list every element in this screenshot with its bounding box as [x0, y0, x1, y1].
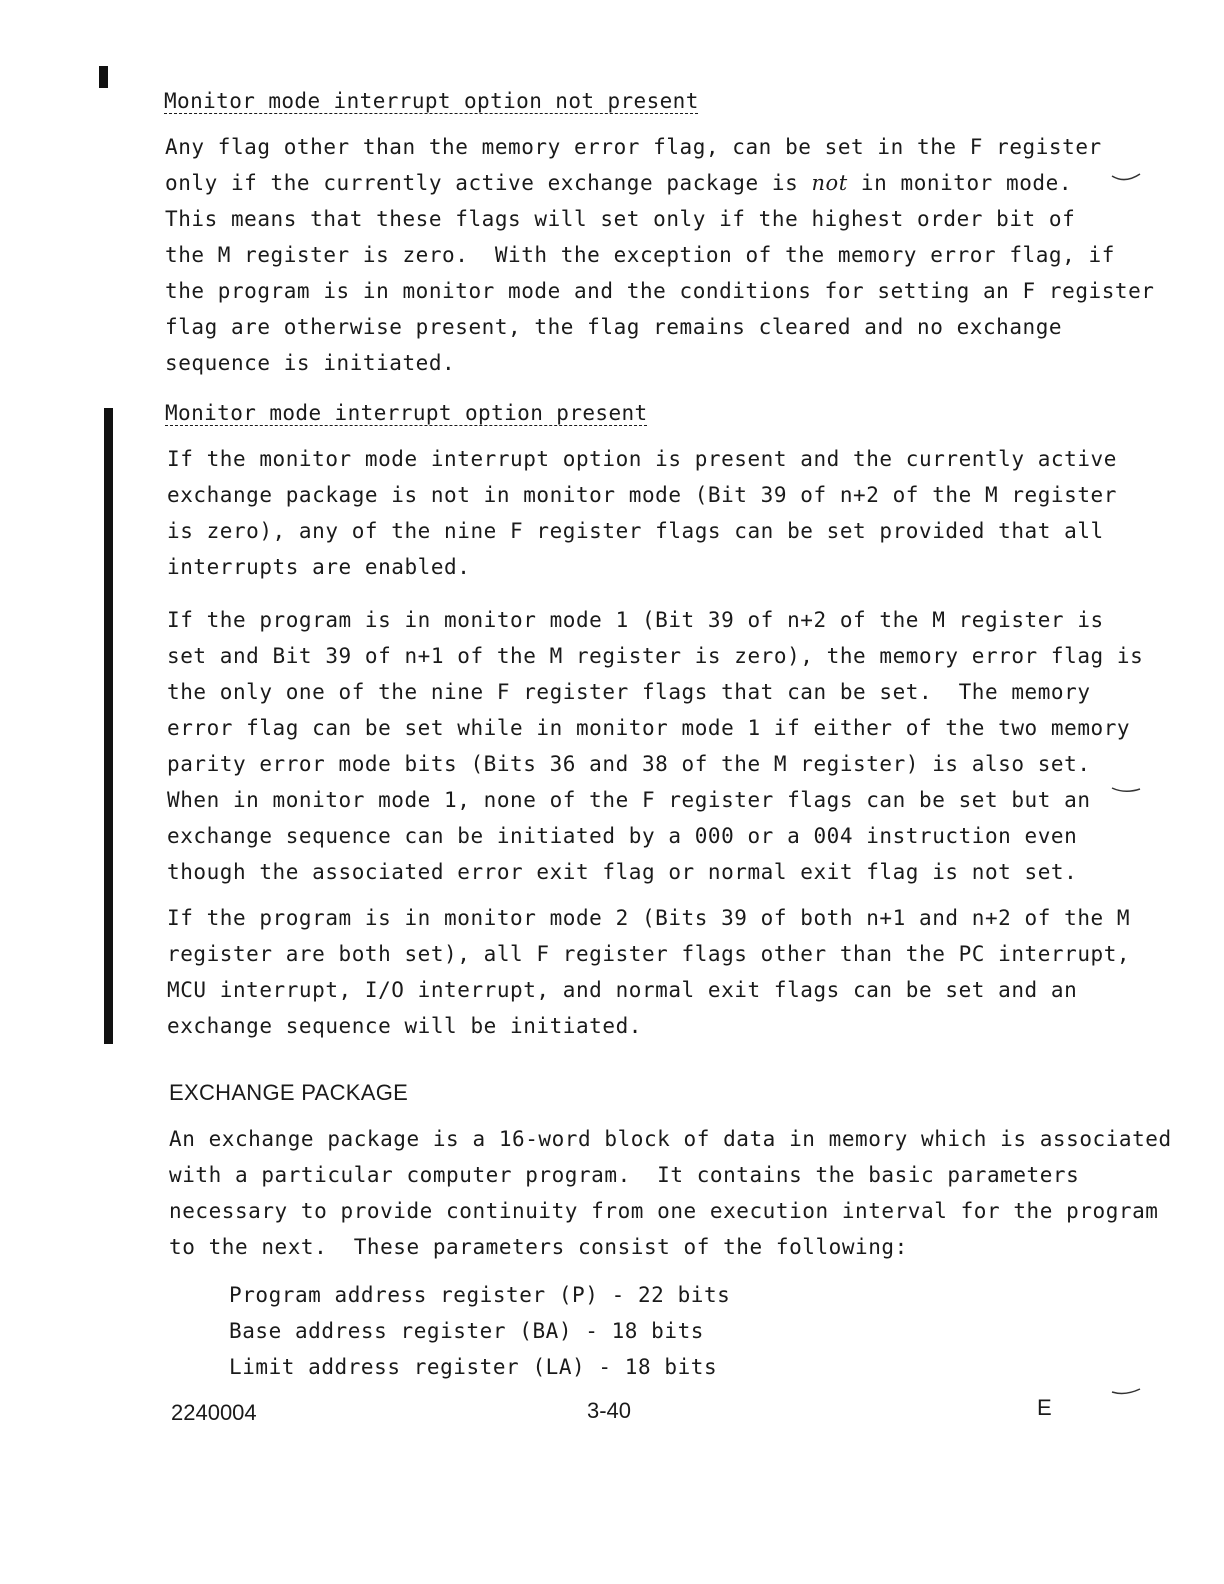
- page-number: 3-40: [587, 1398, 632, 1423]
- binder-hole-mark: [1111, 172, 1141, 184]
- list-item: Limit address register (LA) - 18 bits: [229, 1355, 718, 1379]
- revision-letter: E: [1037, 1395, 1052, 1420]
- emphasis-text: not: [811, 171, 848, 195]
- section-title-exchange-package: EXCHANGE PACKAGE: [169, 1080, 409, 1105]
- paragraph-text: Any flag other than the memory error flag, can be set in the F register only if the currently active exchange package is: [165, 135, 1102, 195]
- list-item: Base address register (BA) - 18 bits: [229, 1319, 704, 1343]
- paragraph-text: in monitor mode. This means that these flags will set only if the highest order bit of the M register is zero. With the exception of the memory error flag, if the program is in monitor mode and the conditions for setting an F register flag are otherwise present, the flag remains cleared and no exchange sequence is initiated.: [165, 171, 1155, 375]
- paragraph-monitor-mode-2: If the program is in monitor mode 2 (Bits 39 of both n+1 and n+2 of the M register are both set), all F register flags other than the PC interrupt, MCU interrupt, I/O interrupt, and normal exit flags can be set and an exchange sequence will be initiated.: [167, 906, 1131, 1038]
- paragraph-monitor-mode-1: If the program is in monitor mode 1 (Bit 39 of n+2 of the M register is set and Bit 39 of n+1 of the M register is zero), the memory error flag is the only one of the nine F register flags that can be set. The memory error flag can be set while in monitor mode 1 if either of the two memory parity error mode bits (Bits 36 and 38 of the M register) is also set. When in monitor mode 1, none of the F register flags can be set but an exchange sequence can be initiated by a 000 or a 004 instruction even though the associated error exit flag or normal exit flag is not set.: [167, 608, 1144, 884]
- parameter-list: [229, 1277, 730, 1385]
- paragraph-exchange-package: An exchange package is a 16-word block of data in memory which is associated with a particular computer program. It contains the basic parameters necessary to provide continuity from one execution interval for the program to the next. These parameters consist of the following:: [169, 1127, 1172, 1259]
- paragraph-flag-conditions: [165, 129, 1154, 381]
- change-bar: [99, 66, 108, 88]
- document-number: 2240004: [171, 1400, 257, 1425]
- binder-hole-mark: [1111, 784, 1141, 796]
- change-bar: [104, 408, 113, 1044]
- binder-hole-mark: [1111, 1386, 1141, 1398]
- list-item: Program address register (P) - 22 bits: [229, 1283, 731, 1307]
- heading-monitor-mode-present: Monitor mode interrupt option present: [165, 401, 648, 425]
- heading-monitor-mode-not-present: Monitor mode interrupt option not present: [164, 89, 699, 113]
- paragraph-not-in-monitor-mode: If the monitor mode interrupt option is present and the currently active exchange package is not in monitor mode (Bit 39 of n+2 of the M register is zero), any of the nine F register flags can be set provided that all interrupts are enabled.: [167, 447, 1117, 579]
